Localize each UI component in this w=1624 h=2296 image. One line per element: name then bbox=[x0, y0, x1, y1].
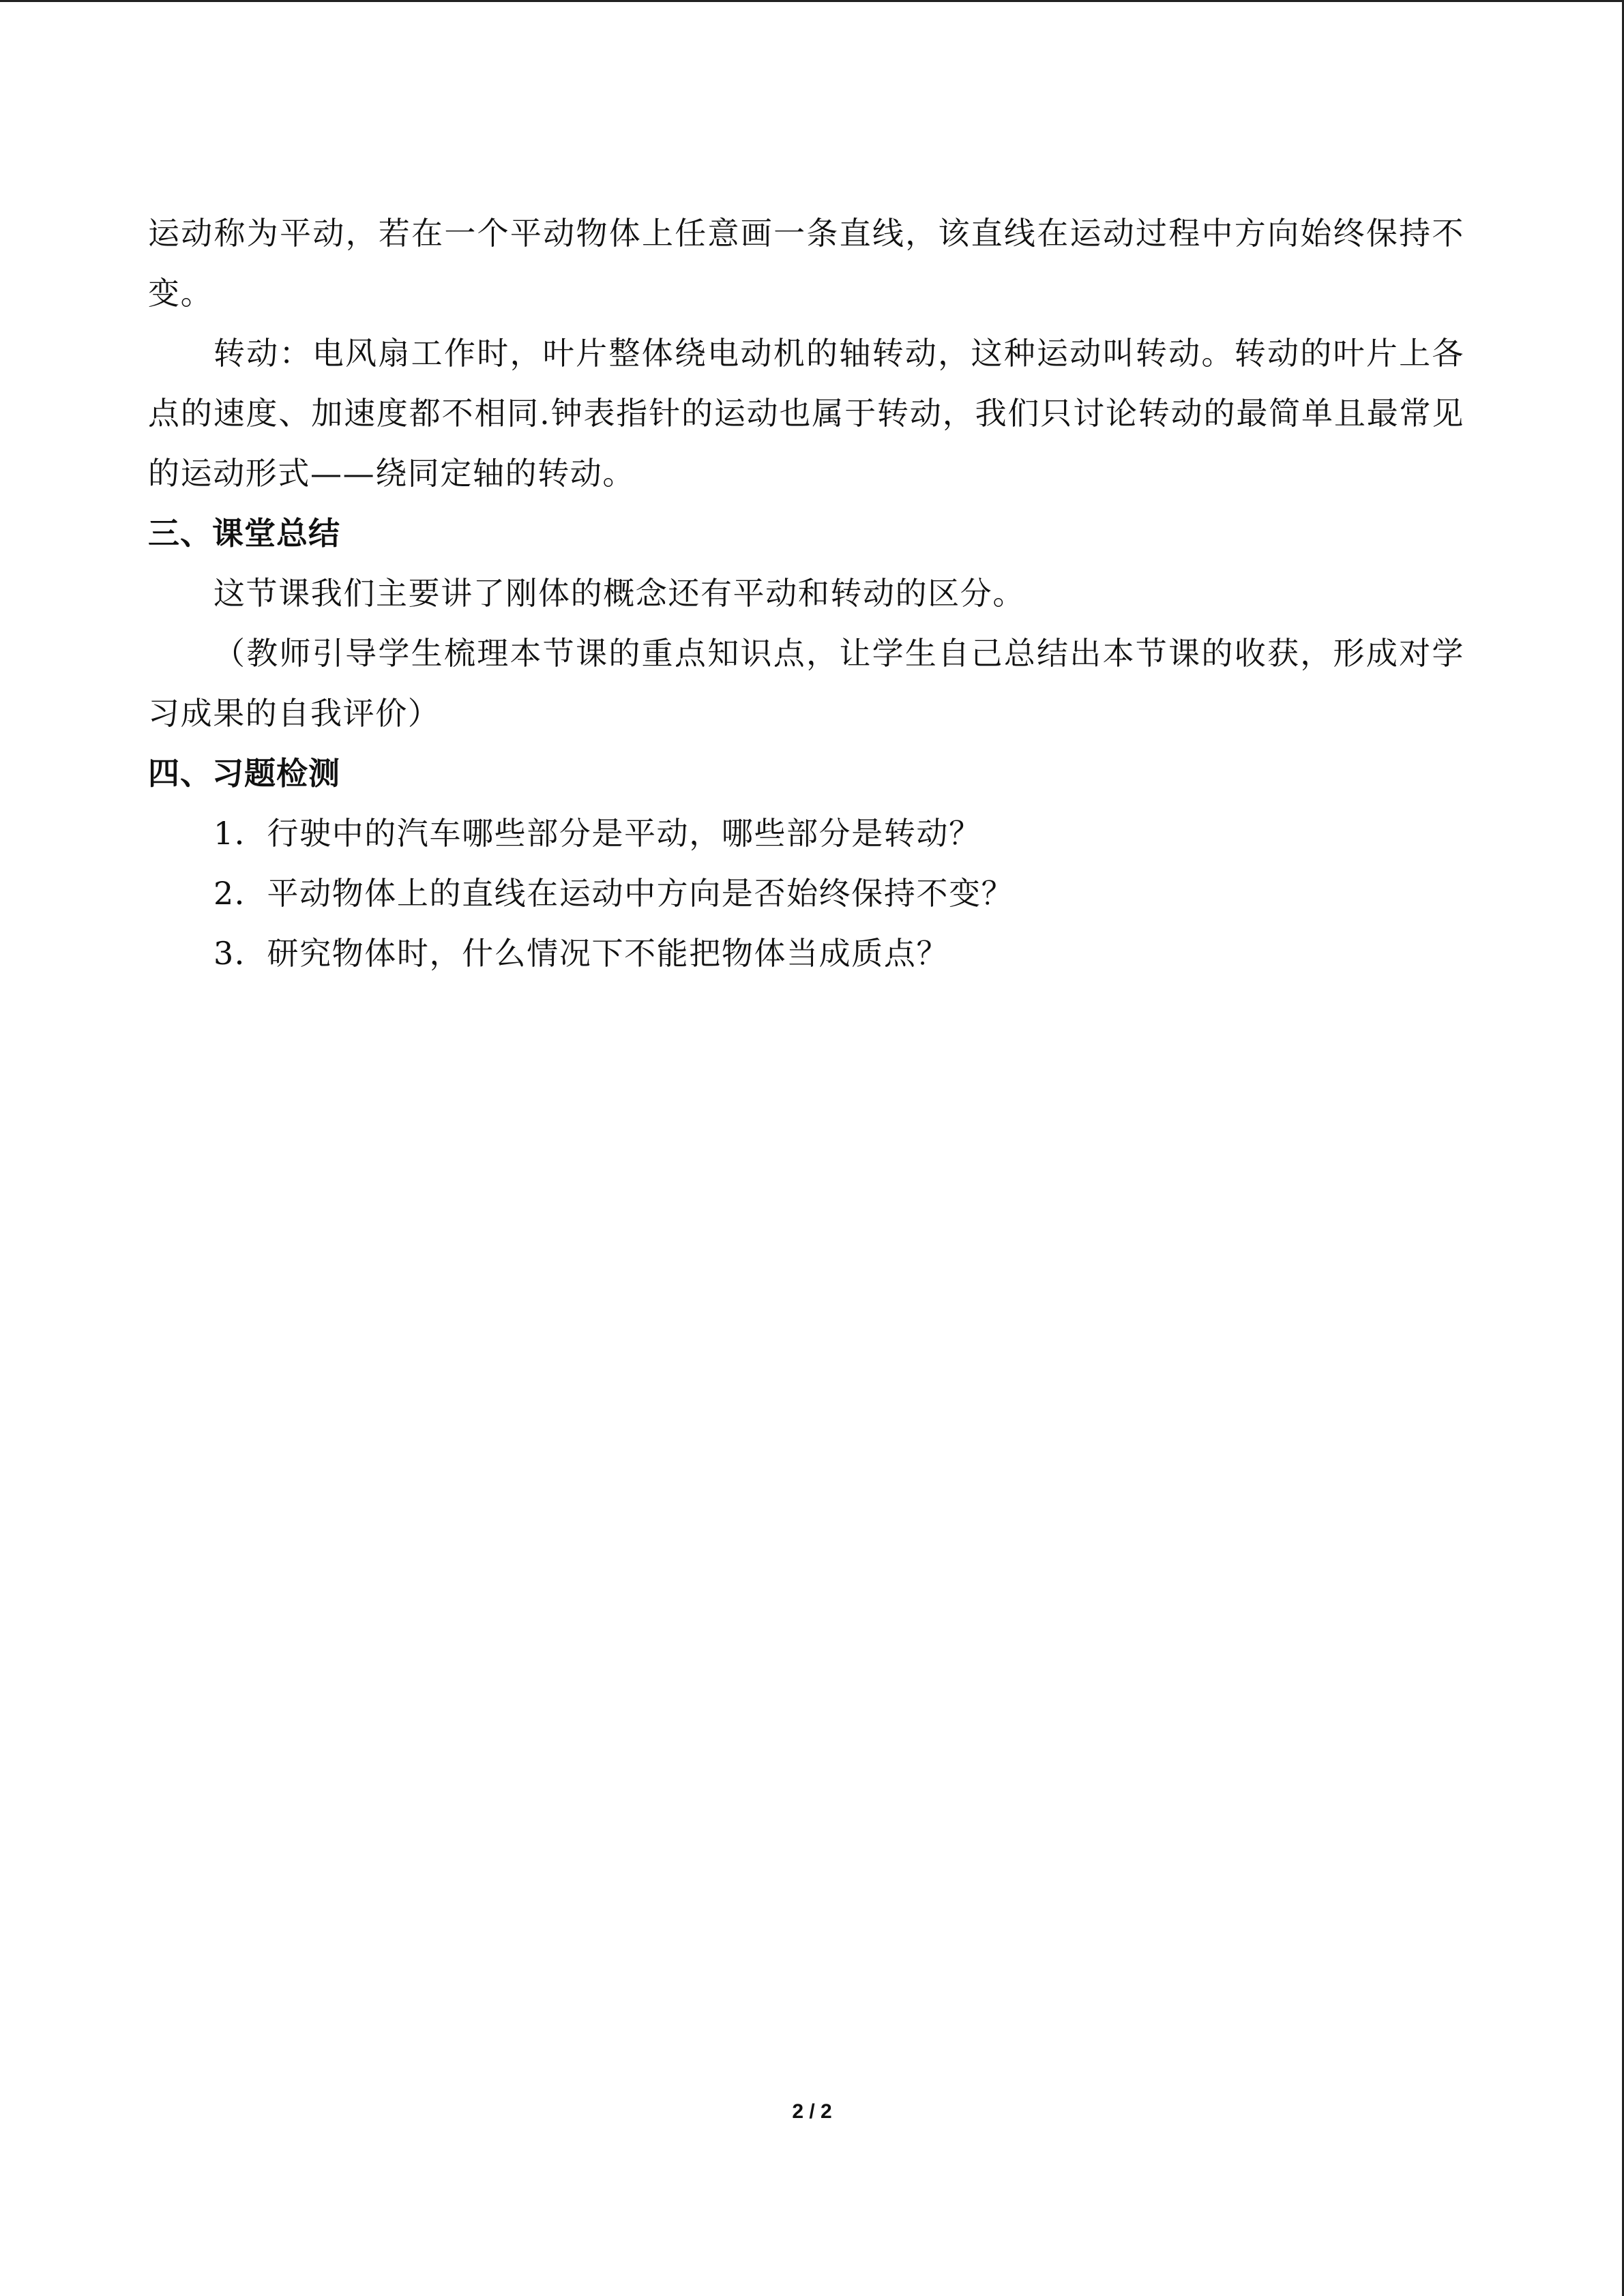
exercise-question: 3．研究物体时，什么情况下不能把物体当成质点？ bbox=[213, 935, 949, 972]
top-border-line bbox=[0, 0, 1624, 2]
exercise-question: 2．平动物体上的直线在运动中方向是否始终保持不变？ bbox=[213, 875, 1014, 912]
teacher-note-paragraph: （教师引导学生梳理本节课的重点知识点，让学生自己总结出本节课的收获，形成对学习成果的自我评价） bbox=[148, 635, 1464, 732]
continuation-paragraph: 运动称为平动，若在一个平动物体上任意画一条直线，该直线在运动过程中方向始终保持不变。 bbox=[148, 215, 1464, 312]
document-body bbox=[148, 203, 1464, 983]
summary-paragraph: 这节课我们主要讲了刚体的概念还有平动和转动的区分。 bbox=[213, 575, 1025, 612]
page-number: 2 / 2 bbox=[792, 2100, 832, 2123]
section-heading-summary: 三、课堂总结 bbox=[148, 515, 340, 552]
section-heading-exercises: 四、习题检测 bbox=[148, 755, 340, 792]
rotation-paragraph: 转动：电风扇工作时，叶片整体绕电动机的轴转动，这种运动叫转动。转动的叶片上各点的速度、加速度都不相同.钟表指针的运动也属于转动，我们只讨论转动的最简单且最常见的运动形式——绕同定轴的转动。 bbox=[148, 335, 1464, 492]
exercise-question: 1．行驶中的汽车哪些部分是平动，哪些部分是转动？ bbox=[213, 815, 981, 852]
